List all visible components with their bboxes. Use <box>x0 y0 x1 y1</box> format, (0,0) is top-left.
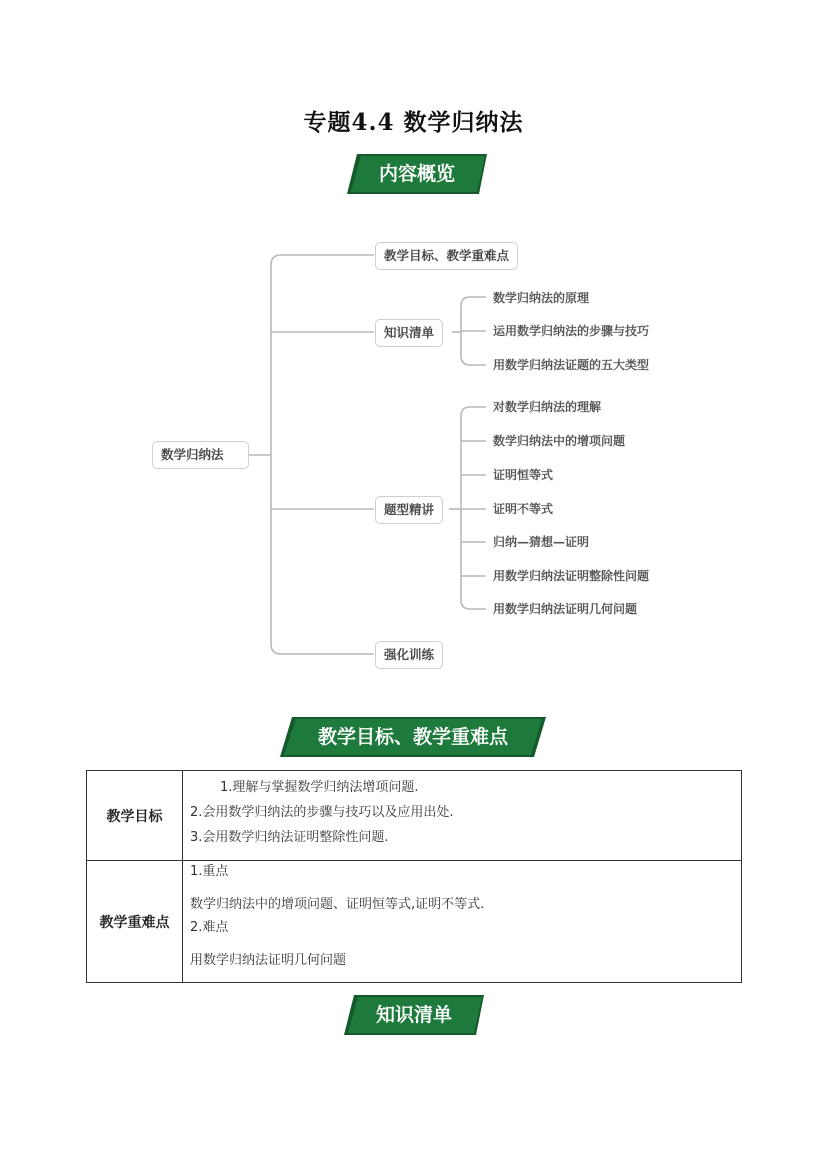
table-content-cell <box>183 771 742 861</box>
mindmap-leaf: 证明不等式 <box>493 502 554 516</box>
overview-banner-label: 内容概览 <box>378 163 455 185</box>
key-point-line: 1.重点 <box>190 864 229 879</box>
table-header-cell: 教学重难点 <box>87 861 183 983</box>
page-title: 专题4.4 数学归纳法 <box>303 109 524 136</box>
table-row <box>87 861 742 983</box>
mindmap-branch-objectives: 教学目标、教学重难点 <box>375 242 518 270</box>
mindmap-leaf: 数学归纳法中的增项问题 <box>493 434 626 448</box>
mindmap-leaf: 用数学归纳法证题的五大类型 <box>493 358 650 372</box>
key-point-line: 数学归纳法中的增项问题、证明恒等式,证明不等式. <box>190 897 485 912</box>
objectives-banner <box>280 717 546 757</box>
table-row <box>87 771 742 861</box>
objectives-table <box>86 770 742 983</box>
objectives-banner-label: 教学目标、教学重难点 <box>317 726 508 748</box>
mindmap-leaf: 对数学归纳法的理解 <box>493 400 602 414</box>
key-point-line: 用数学归纳法证明几何问题 <box>190 953 347 968</box>
mindmap-leaf: 证明恒等式 <box>493 468 554 482</box>
mindmap-leaf: 用数学归纳法证明几何问题 <box>493 602 638 616</box>
mindmap-branch-training: 强化训练 <box>375 641 443 669</box>
mindmap-leaf: 运用数学归纳法的步骤与技巧 <box>493 324 650 338</box>
mindmap-leaf: 数学归纳法的原理 <box>493 291 590 305</box>
table-content-cell <box>183 861 742 983</box>
knowledge-banner <box>344 995 484 1035</box>
objective-line: 3.会用数学归纳法证明整除性问题. <box>190 830 389 845</box>
knowledge-banner-label: 知识清单 <box>375 1004 452 1026</box>
objective-line: 2.会用数学归纳法的步骤与技巧以及应用出处. <box>190 805 454 820</box>
mindmap-leaf: 归纳—猜想—证明 <box>493 535 590 549</box>
mindmap-root: 数学归纳法 <box>152 441 249 469</box>
objective-line: 1.理解与掌握数学归纳法增项问题. <box>220 780 419 795</box>
key-point-line: 2.难点 <box>190 920 229 935</box>
table-header-cell: 教学目标 <box>87 771 183 861</box>
mindmap-leaf: 用数学归纳法证明整除性问题 <box>493 569 650 583</box>
mindmap-branch-problem-types: 题型精讲 <box>375 496 443 524</box>
mindmap-branch-knowledge: 知识清单 <box>375 319 443 347</box>
